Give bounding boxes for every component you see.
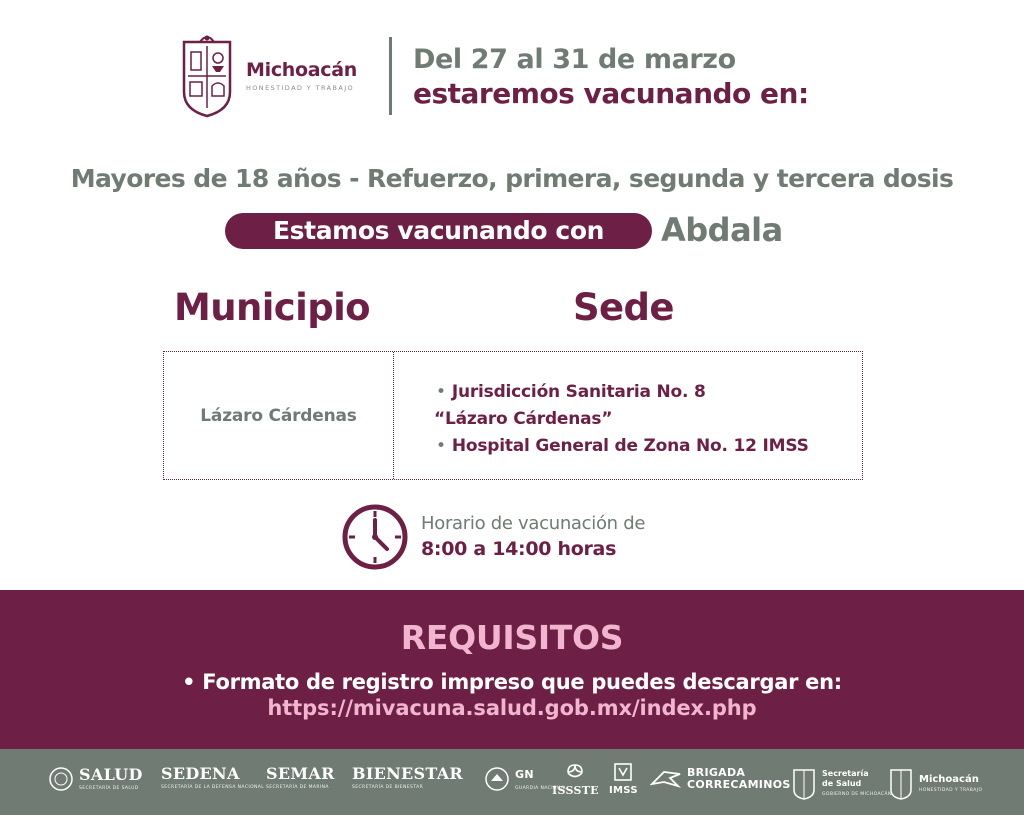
bullet: • xyxy=(436,436,446,456)
audience-line: Mayores de 18 años - Refuerzo, primera, segunda y tercera dosis xyxy=(70,164,954,193)
requirements-title: REQUISITOS xyxy=(400,618,624,657)
clock-icon xyxy=(341,503,409,571)
issste-emblem-icon xyxy=(564,763,586,781)
column-header-municipio: Municipio xyxy=(174,286,370,329)
site-item: • Jurisdicción Sanitaria No. 8 xyxy=(436,382,706,402)
column-header-sede: Sede xyxy=(573,286,674,329)
brand-name: Michoacán xyxy=(246,59,357,81)
requirements-item: • Formato de registro impreso que puedes descargar en: xyxy=(182,670,842,694)
logo-salud: SALUD SECRETARÍA DE SALUD xyxy=(48,766,143,792)
vaccine-name: Abdala xyxy=(661,211,783,249)
michoacan-crest-small-icon xyxy=(888,766,914,800)
logo-michoacan: Michoacán HONESTIDAD Y TRABAJO xyxy=(888,766,982,800)
campaign-headline: estaremos vacunando en: xyxy=(413,77,809,110)
logo-bienestar: BIENESTAR SECRETARÍA DE BIENESTAR xyxy=(352,764,464,790)
registration-link[interactable]: https://mivacuna.salud.gob.mx/index.php xyxy=(267,696,757,720)
requirements-band xyxy=(0,590,1024,749)
logo-sedena: SEDENA SECRETARÍA DE LA DEFENSA NACIONAL xyxy=(161,764,265,790)
logo-issste: ISSSTE xyxy=(552,763,599,799)
vaccine-pill: Estamos vacunando con xyxy=(225,213,652,249)
michoacan-crest-icon xyxy=(180,32,234,118)
header-divider xyxy=(389,37,392,115)
michoacan-crest-small-icon xyxy=(791,766,817,800)
brand-block xyxy=(246,59,357,92)
logo-gn: GN GUARDIA NACIONAL xyxy=(484,766,567,792)
site-table xyxy=(163,351,863,480)
imss-emblem-icon xyxy=(612,763,634,781)
roadrunner-icon xyxy=(650,766,682,792)
municipio-name: Lázaro Cárdenas xyxy=(200,405,357,426)
site-item-continuation: “Lázaro Cárdenas” xyxy=(434,409,613,429)
schedule-hours: 8:00 a 14:00 horas xyxy=(421,538,617,560)
bullet: • xyxy=(436,382,446,402)
campaign-dates: Del 27 al 31 de marzo xyxy=(413,44,736,75)
logo-secretaria-salud: Secretaría de Salud GOBIERNO DE MICHOACÁN xyxy=(791,766,892,800)
schedule-label: Horario de vacunación de xyxy=(421,513,646,534)
salud-seal-icon xyxy=(48,766,74,792)
municipio-cell xyxy=(164,352,394,479)
footer-logos xyxy=(0,749,1024,815)
guardia-nacional-seal-icon xyxy=(484,766,510,792)
sede-cell xyxy=(394,352,862,479)
brand-tagline: HONESTIDAD Y TRABAJO xyxy=(246,84,355,92)
logo-semar: SEMAR SECRETARÍA DE MARINA xyxy=(266,764,335,790)
logo-imss: IMSS xyxy=(609,763,638,799)
logo-brigada-correcaminos: BRIGADA CORRECAMINOS xyxy=(650,766,791,792)
site-item: • Hospital General de Zona No. 12 IMSS xyxy=(436,436,809,456)
